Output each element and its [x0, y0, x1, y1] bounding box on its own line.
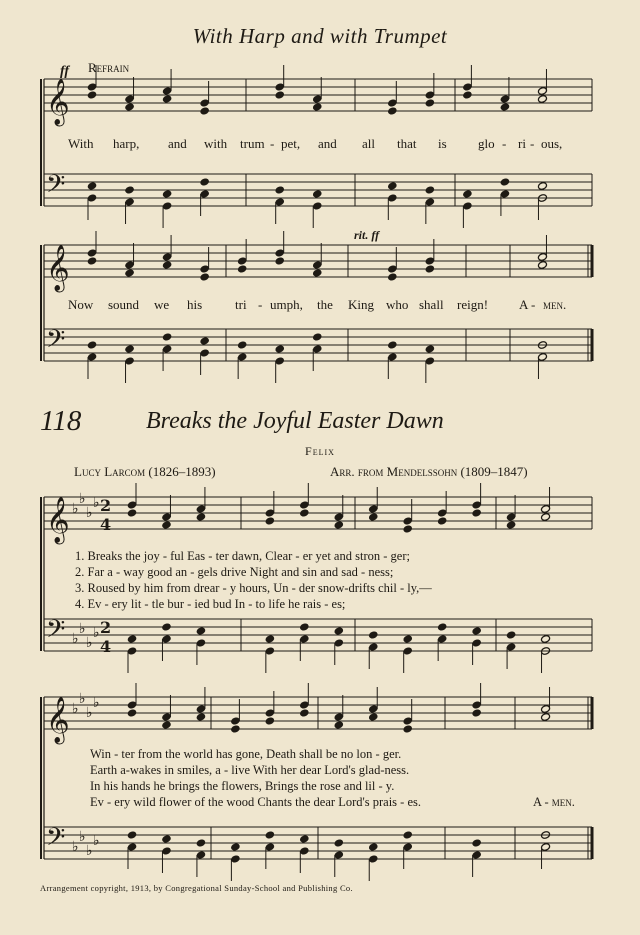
note-head: [387, 182, 397, 191]
arranger-name: Arr. from Mendelssohn (1809–1847): [330, 464, 528, 479]
lyric-syllable: trum: [240, 136, 265, 151]
note-head: [368, 713, 378, 722]
note-head: [403, 831, 413, 840]
note-head: [230, 725, 240, 734]
verse-line: In his hands he brings the flowers, Brings the rose and lil - y.: [90, 779, 395, 793]
note-head: [462, 190, 472, 199]
note-head: [334, 721, 344, 730]
note-head: [425, 345, 435, 354]
lyric-syllable: With: [68, 136, 94, 151]
flat-sign: ♭: [93, 625, 100, 641]
author-credit: [74, 464, 216, 480]
note-head: [472, 509, 482, 518]
treble-clef: 𝄞: [46, 79, 70, 125]
lyric-syllable: -: [502, 136, 507, 151]
note-head: [403, 725, 413, 734]
lyric-syllable: -: [530, 136, 535, 151]
note-head: [162, 190, 172, 199]
note-head: [196, 627, 206, 636]
lyric-syllable: men.: [543, 297, 567, 312]
lyric-syllable: ous,: [541, 136, 563, 151]
treble-clef: 𝄞: [46, 497, 70, 543]
lyric-syllable: all: [362, 136, 375, 151]
bass-clef: 𝄢: [46, 615, 66, 650]
verse-line: Win - ter from the world has gone, Death shall be no lon - ger.: [90, 747, 402, 761]
note-head: [196, 713, 206, 722]
note-head: [387, 273, 397, 282]
bass-clef: 𝄢: [46, 170, 66, 205]
note-head: [537, 261, 547, 270]
note-head: [541, 635, 551, 644]
hymn-title: Breaks the Joyful Easter Dawn: [146, 408, 444, 434]
note-head: [312, 190, 322, 199]
note-head: [472, 839, 482, 848]
note-head: [275, 186, 285, 195]
note-head: [472, 709, 482, 718]
flat-sign: ♭: [86, 635, 93, 651]
lyric-syllable: -: [258, 297, 263, 312]
note-head: [162, 333, 172, 342]
note-head: [299, 835, 309, 844]
note-head: [196, 513, 206, 522]
lyric-syllable: and: [168, 136, 187, 151]
flat-sign: ♭: [86, 705, 93, 721]
note-head: [127, 635, 137, 644]
note-head: [127, 831, 137, 840]
note-head: [161, 521, 171, 530]
note-head: [506, 631, 516, 640]
treble-clef: 𝄞: [46, 697, 70, 743]
lyric-syllable: harp,: [113, 136, 140, 151]
note-head: [87, 91, 97, 100]
note-head: [500, 103, 510, 112]
note-head: [500, 178, 510, 187]
note-head: [506, 521, 516, 530]
verse-line: 4. Ev - ery lit - tle bur - ied bud In - to life he rais - es;: [75, 597, 346, 611]
note-head: [334, 627, 344, 636]
bass-clef: 𝄢: [46, 823, 66, 858]
note-head: [200, 178, 210, 187]
note-head: [387, 107, 397, 116]
verse-line: Earth a-wakes in smiles, a - live With her dear Lord's glad-ness.: [90, 763, 410, 777]
note-head: [437, 517, 447, 526]
note-head: [237, 341, 247, 350]
lyric-syllable: that: [397, 136, 417, 151]
flat-sign: ♭: [93, 695, 100, 711]
note-head: [162, 95, 172, 104]
flat-sign: ♭: [86, 843, 93, 859]
time-signature-digit: 4: [100, 515, 112, 534]
note-head: [472, 627, 482, 636]
note-head: [230, 843, 240, 852]
hymn-title: With Harp and with Trumpet: [192, 24, 448, 48]
verse-line: 3. Roused by him from drear - y hours, Un - der snow-drifts chil - ly,—: [75, 581, 432, 595]
flat-sign: ♭: [72, 701, 79, 717]
lyric-syllable: with: [204, 136, 228, 151]
note-head: [387, 341, 397, 350]
note-head: [425, 99, 435, 108]
lyric-syllable: pet,: [281, 136, 301, 151]
lyric-syllable: is: [438, 136, 447, 151]
lyric-syllable: and: [318, 136, 337, 151]
note-head: [125, 103, 135, 112]
note-head: [368, 631, 378, 640]
note-head: [200, 273, 210, 282]
tune-name: Felix: [305, 444, 335, 458]
flat-sign: ♭: [79, 829, 86, 845]
lyric-syllable: A: [519, 297, 529, 312]
amen-text: A - men.: [533, 795, 575, 809]
flat-sign: ♭: [79, 621, 86, 637]
lyric-syllable: King: [348, 297, 374, 312]
flat-sign: ♭: [79, 691, 86, 707]
lyric-syllable: the: [317, 297, 333, 312]
note-head: [368, 843, 378, 852]
note-head: [196, 839, 206, 848]
note-head: [237, 265, 247, 274]
note-head: [537, 182, 547, 191]
flat-sign: ♭: [93, 833, 100, 849]
note-head: [312, 333, 322, 342]
lyric-syllable: tri: [235, 297, 247, 312]
note-head: [299, 709, 309, 718]
note-head: [161, 721, 171, 730]
lyric-syllable: ri: [518, 136, 526, 151]
composer-credit: [330, 464, 528, 480]
verse-line: Ev - ery wild flower of the wood Chants the dear Lord's prais - es.: [90, 795, 421, 809]
note-head: [87, 182, 97, 191]
note-head: [541, 513, 551, 522]
note-head: [265, 517, 275, 526]
treble-clef: 𝄞: [46, 245, 70, 291]
note-head: [312, 269, 322, 278]
note-head: [275, 345, 285, 354]
author-name: Lucy Larcom (1826–1893): [74, 464, 216, 479]
lyric-syllable: -: [531, 297, 536, 312]
verse-line: 1. Breaks the joy - ful Eas - ter dawn, Clear - er yet and stron - ger;: [75, 549, 410, 563]
flat-sign: ♭: [86, 505, 93, 521]
flat-sign: ♭: [72, 501, 79, 517]
note-head: [161, 835, 171, 844]
note-head: [200, 107, 210, 116]
lyric-syllable: his: [187, 297, 203, 312]
note-head: [437, 623, 447, 632]
note-head: [425, 186, 435, 195]
note-head: [299, 509, 309, 518]
lyric-syllable: shall: [419, 297, 444, 312]
lyric-syllable: who: [386, 297, 409, 312]
lyric-syllable: reign!: [457, 297, 489, 312]
note-head: [275, 91, 285, 100]
bass-clef: 𝄢: [46, 325, 66, 360]
note-head: [127, 709, 137, 718]
lyric-syllable: Now: [68, 297, 94, 312]
flat-sign: ♭: [72, 839, 79, 855]
note-head: [161, 623, 171, 632]
note-head: [265, 635, 275, 644]
time-signature-digit: 4: [100, 637, 112, 656]
note-head: [462, 91, 472, 100]
copyright-footer: Arrangement copyright, 1913, by Congregational Sunday-School and Publishing Co.: [40, 883, 353, 893]
note-head: [299, 623, 309, 632]
note-head: [275, 257, 285, 266]
flat-sign: ♭: [93, 495, 100, 511]
verse-line: 2. Far a - way good an - gels drive Night and sin and sad - ness;: [75, 565, 394, 579]
refrain-label: Refrain: [88, 60, 130, 75]
flat-sign: ♭: [79, 491, 86, 507]
flat-sign: ♭: [72, 631, 79, 647]
note-head: [334, 839, 344, 848]
ritardando-marking: rit. ff: [354, 228, 380, 242]
note-head: [537, 95, 547, 104]
note-head: [425, 265, 435, 274]
note-head: [162, 261, 172, 270]
time-signature-digit: 2: [100, 496, 112, 515]
note-head: [200, 337, 210, 346]
note-head: [368, 513, 378, 522]
dynamic-ff: ff: [60, 64, 70, 79]
note-head: [403, 525, 413, 534]
note-head: [125, 269, 135, 278]
note-head: [87, 341, 97, 350]
lyric-syllable: glo: [478, 136, 495, 151]
note-head: [125, 345, 135, 354]
hymn-number: 118: [40, 405, 82, 437]
note-head: [87, 257, 97, 266]
note-head: [127, 509, 137, 518]
note-head: [265, 831, 275, 840]
note-head: [312, 103, 322, 112]
note-head: [541, 713, 551, 722]
note-head: [265, 717, 275, 726]
lyric-syllable: sound: [108, 297, 140, 312]
lyric-syllable: we: [154, 297, 170, 312]
note-head: [125, 186, 135, 195]
time-signature-digit: 2: [100, 618, 112, 637]
note-head: [334, 521, 344, 530]
note-head: [403, 635, 413, 644]
lyric-syllable: -: [270, 136, 275, 151]
lyric-syllable: umph,: [270, 297, 303, 312]
